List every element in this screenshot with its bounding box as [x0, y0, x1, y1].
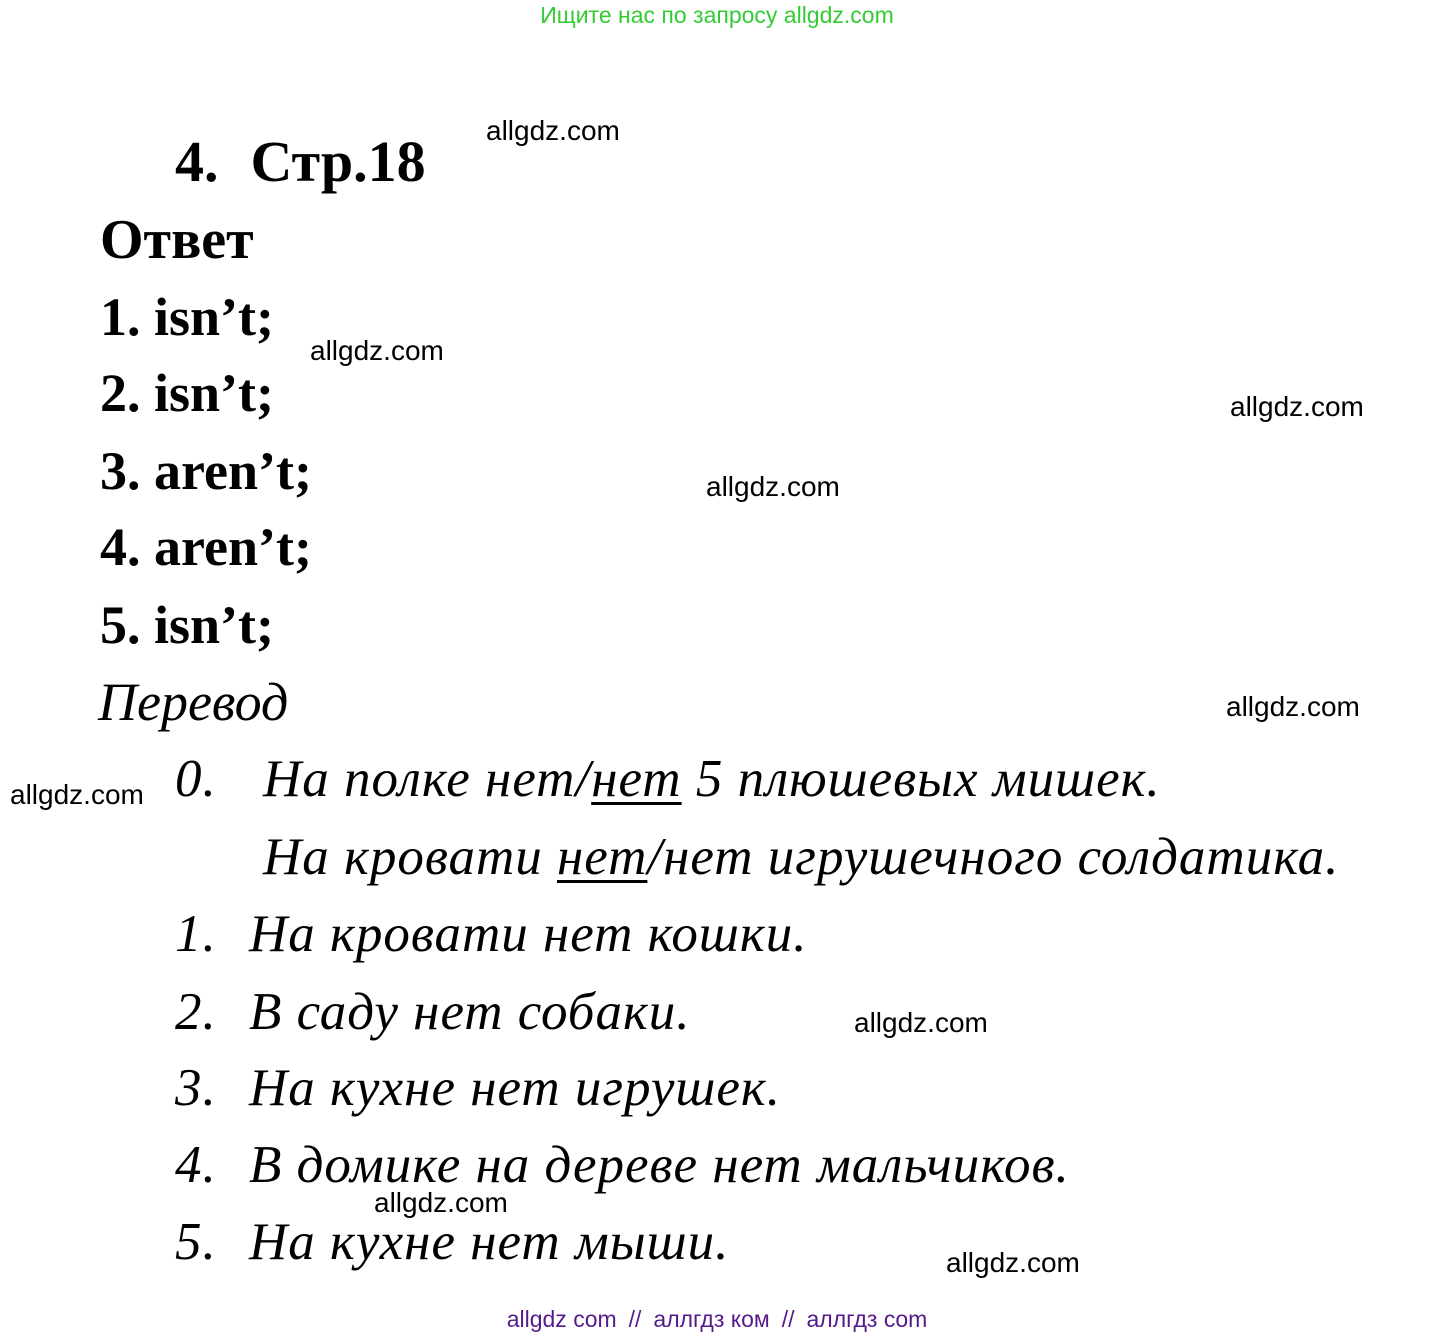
- footer-separator: //: [628, 1306, 642, 1332]
- translation-text: В домике на дереве нет мальчиков.: [249, 1136, 1070, 1194]
- translation-line: [175, 1135, 1070, 1195]
- translation-line: [175, 1058, 781, 1118]
- watermark: allgdz.com: [706, 471, 840, 502]
- example-line-2: [263, 827, 1339, 887]
- watermark: allgdz.com: [1226, 691, 1360, 722]
- example-text: /нет игрушечного солдатика.: [647, 828, 1340, 886]
- translation-line: [175, 982, 691, 1042]
- exercise-number: 4.: [175, 129, 219, 194]
- underlined-word: нет: [591, 750, 682, 808]
- example-text: 5 плюшевых мишек.: [681, 750, 1161, 808]
- example-text: На кровати: [263, 828, 557, 886]
- answer-line: 5. isn’t;: [100, 595, 274, 655]
- translation-number: 1.: [175, 905, 217, 963]
- translation-number: 5.: [175, 1213, 217, 1271]
- watermark: allgdz.com: [854, 1007, 988, 1038]
- example-line-1: [175, 749, 1161, 809]
- answer-line: 1. isn’t;: [100, 287, 274, 347]
- footer-link[interactable]: аллгдз ком: [653, 1306, 770, 1332]
- footer-links: [0, 1306, 1434, 1333]
- answer-line: 4. aren’t;: [100, 517, 312, 577]
- translation-text: На кухне нет мыши.: [249, 1213, 730, 1271]
- translation-label: Перевод: [98, 672, 289, 732]
- example-number: 0.: [175, 750, 217, 808]
- translation-text: На кровати нет кошки.: [249, 905, 808, 963]
- translation-number: 4.: [175, 1136, 217, 1194]
- answer-line: 3. aren’t;: [100, 441, 312, 501]
- exercise-heading: [175, 128, 426, 195]
- watermark: allgdz.com: [374, 1187, 508, 1218]
- translation-text: На кухне нет игрушек.: [249, 1059, 781, 1117]
- watermark: allgdz.com: [310, 335, 444, 366]
- watermark: allgdz.com: [1230, 391, 1364, 422]
- watermark: allgdz.com: [486, 115, 620, 146]
- footer-link[interactable]: аллгдз com: [806, 1306, 928, 1332]
- footer-separator: //: [781, 1306, 795, 1332]
- underlined-word: нет: [557, 828, 648, 886]
- answer-line: 2. isn’t;: [100, 363, 274, 423]
- answer-label: Ответ: [100, 209, 254, 271]
- page-number: Стр.18: [250, 129, 426, 194]
- example-text: На полке нет/: [263, 750, 592, 808]
- footer-link[interactable]: allgdz com: [506, 1306, 617, 1332]
- translation-number: 2.: [175, 983, 217, 1041]
- translation-text: В саду нет собаки.: [249, 983, 691, 1041]
- watermark: allgdz.com: [946, 1247, 1080, 1278]
- translation-line: [175, 1212, 729, 1272]
- translation-number: 3.: [175, 1059, 217, 1117]
- translation-line: [175, 904, 807, 964]
- top-banner[interactable]: Ищите нас по запросу allgdz.com: [540, 2, 894, 28]
- watermark: allgdz.com: [10, 779, 144, 810]
